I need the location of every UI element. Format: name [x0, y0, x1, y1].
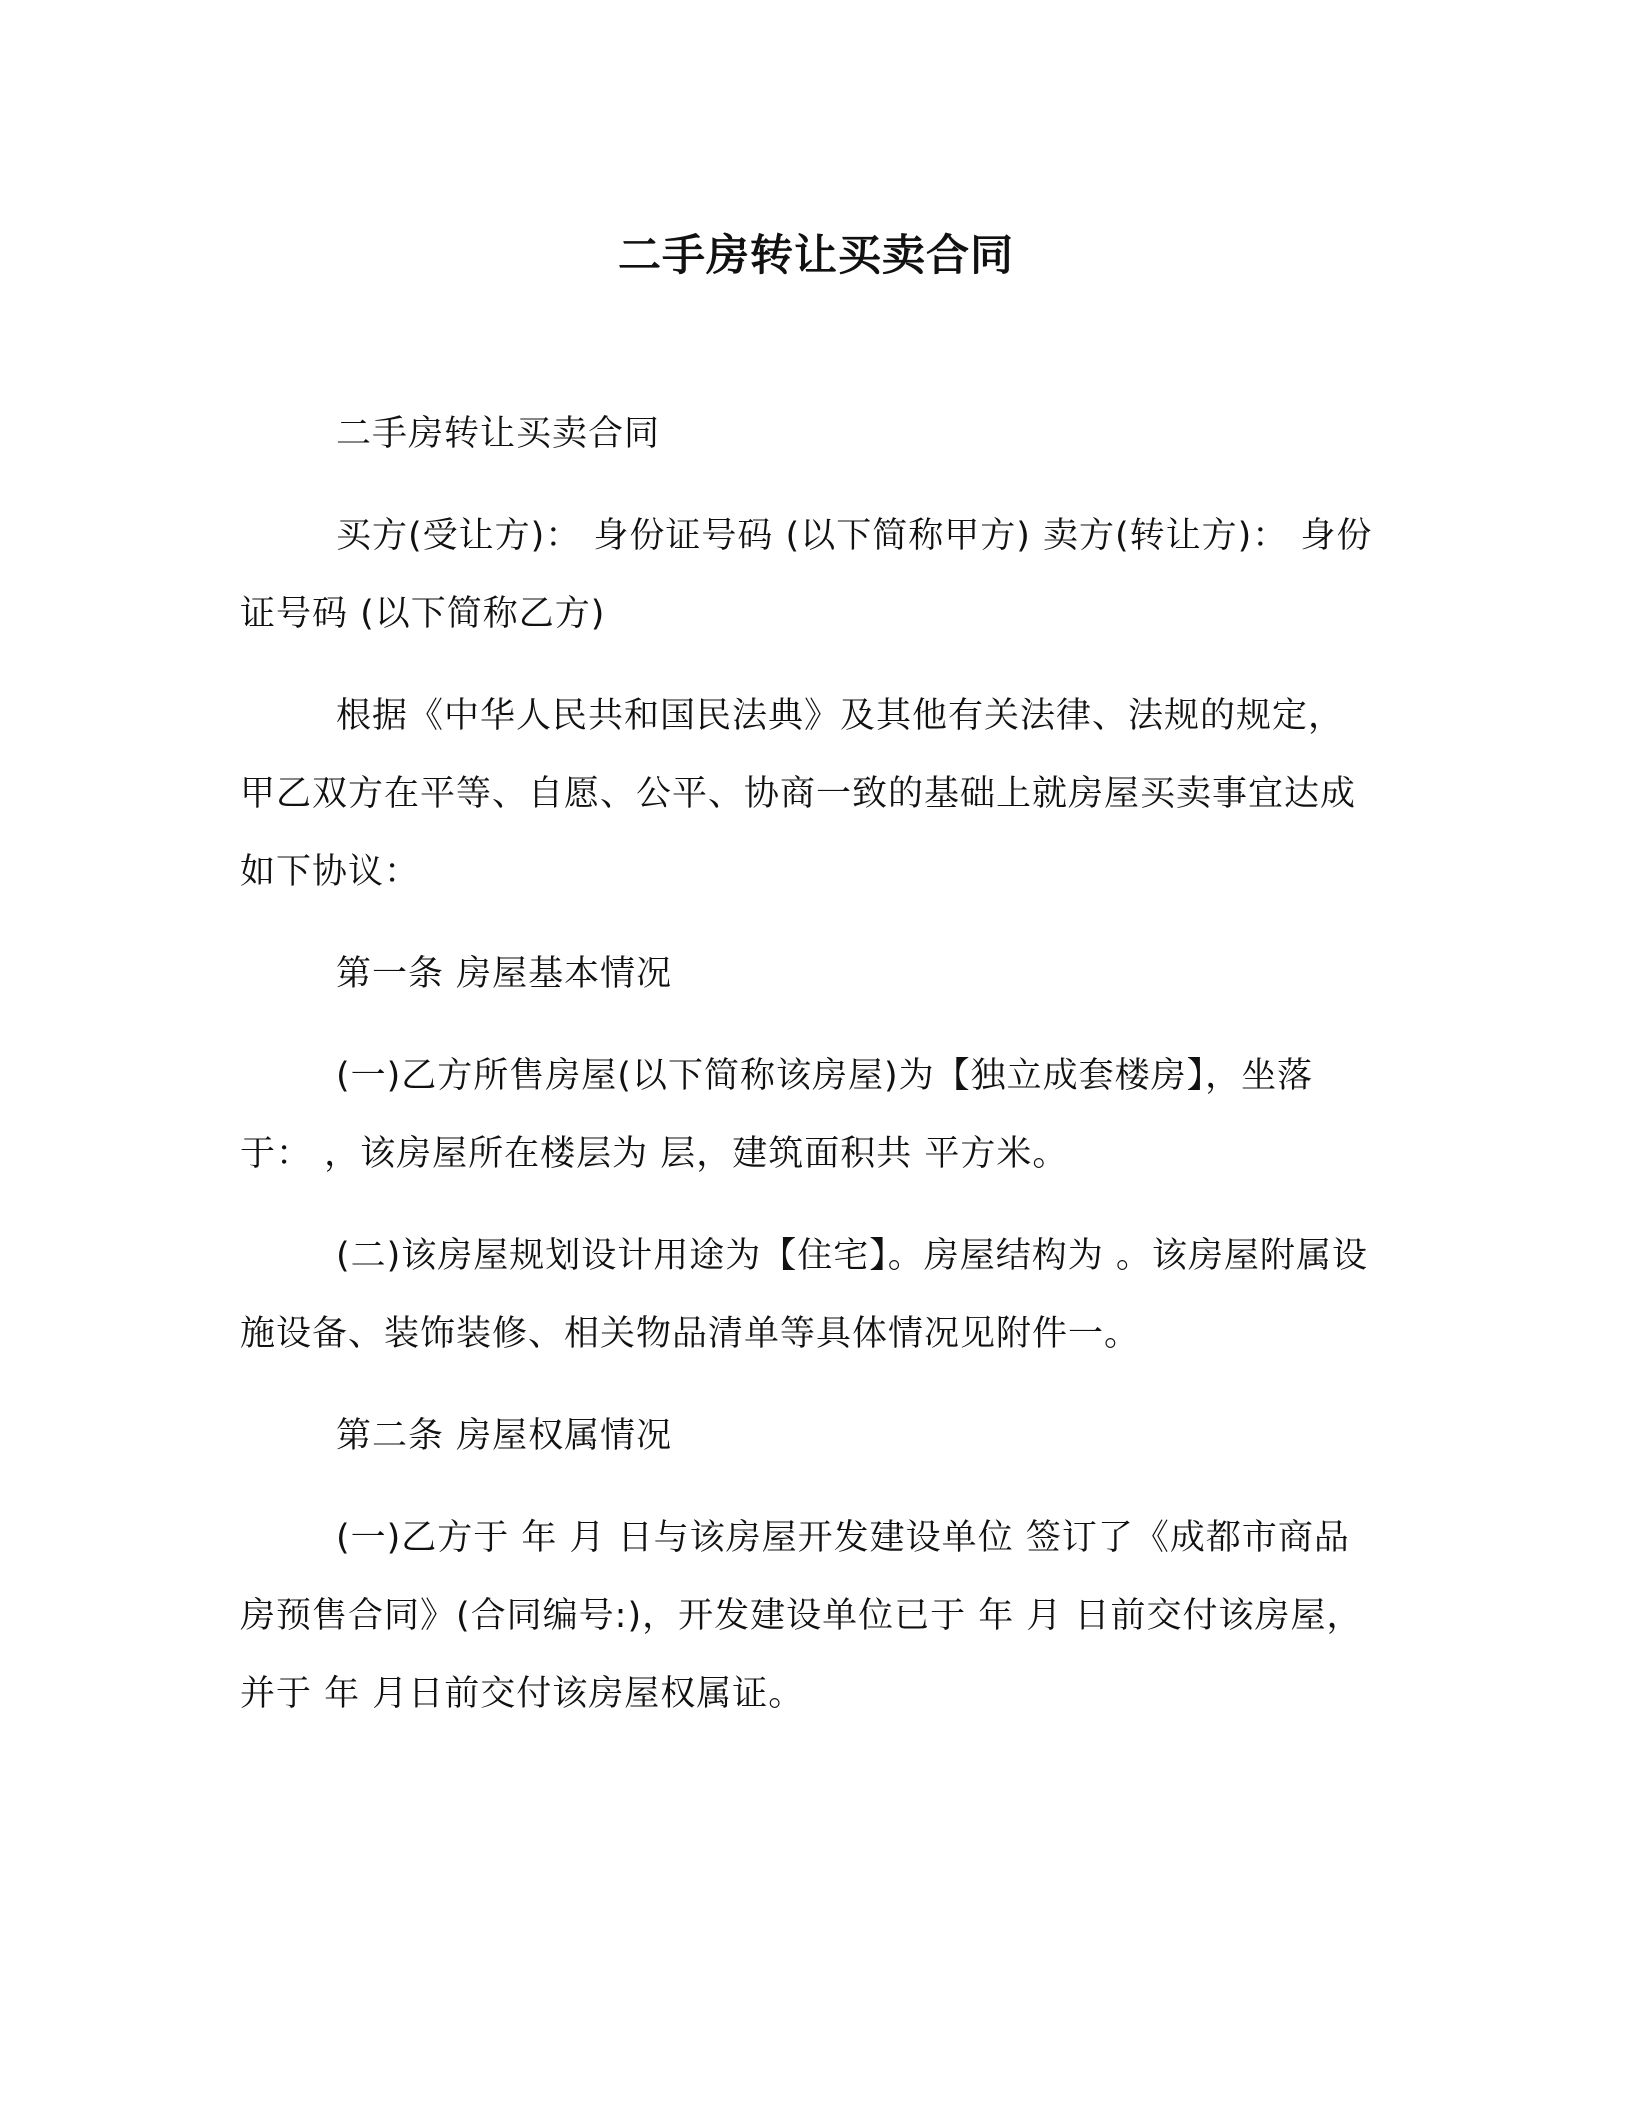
- document-body: [240, 395, 1378, 1757]
- article-1-clause-1: (一)乙方所售房屋(以下简称该房屋)为【独立成套楼房】，坐落于： ，该房屋所在楼层为 层，建筑面积共 平方米。: [240, 1056, 1314, 1174]
- subtitle: 二手房转让买卖合同: [336, 414, 661, 454]
- preamble-paragraph: 根据《中华人民共和国民法典》及其他有关法律、法规的规定，甲乙双方在平等、自愿、公平、协商一致的基础上就房屋买卖事宜达成如下协议：: [240, 696, 1357, 892]
- article-2-heading: 第二条 房屋权属情况: [336, 1416, 673, 1456]
- document-title: 二手房转让买卖合同: [618, 231, 1014, 281]
- article-2-clause-1: (一)乙方于 年 月 日与该房屋开发建设单位 签订了《成都市商品房预售合同》(合同编号:)，开发建设单位已于 年 月 日前交付该房屋，并于 年 月日前交付该房屋权属证。: [240, 1518, 1363, 1714]
- article-1-clause-2: (二)该房屋规划设计用途为【住宅】。房屋结构为 。该房屋附属设施设备、装饰装修、相关物品清单等具体情况见附件一。: [240, 1236, 1368, 1354]
- parties-paragraph: 买方(受让方)： 身份证号码 (以下简称甲方) 卖方(转让方)： 身份证号码 (以下简称乙方): [240, 516, 1373, 634]
- article-1-heading: 第一条 房屋基本情况: [336, 954, 673, 994]
